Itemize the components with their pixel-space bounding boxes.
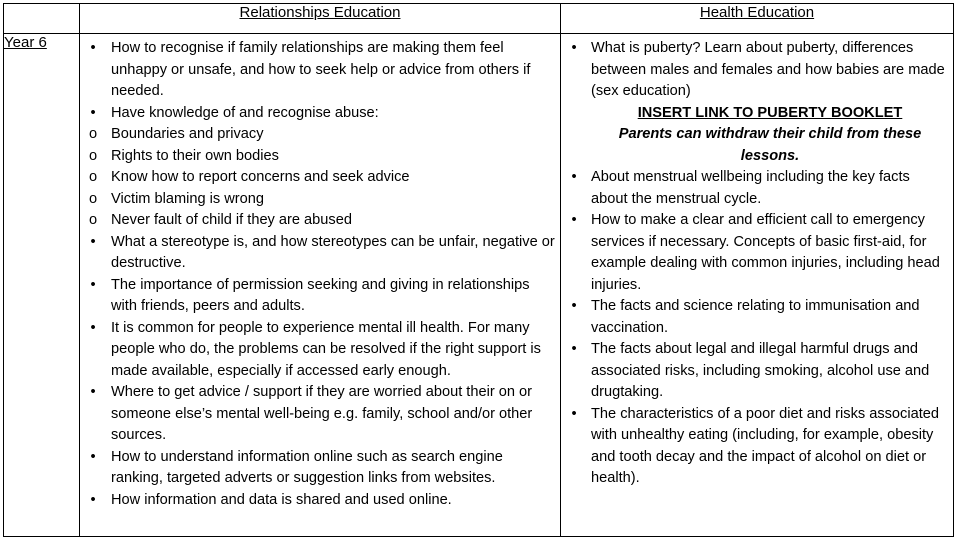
- header-year-cell: [4, 4, 80, 34]
- relationships-cell: [80, 34, 561, 537]
- health-cell: [561, 34, 954, 537]
- list-item-text: Have knowledge of and recognise abuse:: [111, 104, 379, 121]
- health-list: [561, 34, 953, 490]
- list-item: [84, 232, 556, 275]
- sub-bullet-marker: o: [88, 190, 98, 207]
- header-relationships-education: Relationships Education: [80, 4, 561, 34]
- header-row: [4, 4, 954, 34]
- list-item: [565, 404, 949, 490]
- list-item: [84, 318, 556, 383]
- list-item: [84, 210, 556, 232]
- list-item-text: Rights to their own bodies: [111, 147, 279, 164]
- sub-bullet-marker: o: [88, 212, 98, 228]
- bullet-marker: •: [90, 104, 96, 121]
- year-label: Year 6: [4, 34, 80, 537]
- list-item-text: How to understand information online such as search engine ranking, targeted adverts or suggestion links from websites.: [111, 448, 503, 486]
- list-item-text: The importance of permission seeking and giving in relationships with friends, peers and adults.: [111, 276, 530, 314]
- list-item-text: The facts about legal and illegal harmful drugs and associated risks, including smoking, alcohol use and drugtaking.: [591, 341, 930, 400]
- bullet-marker: •: [571, 40, 577, 56]
- header-health-education: Health Education: [561, 4, 954, 34]
- list-item-text: Boundaries and privacy: [111, 126, 264, 142]
- list-item-text: Never fault of child if they are abused: [111, 212, 352, 228]
- sub-bullet-marker: o: [88, 169, 98, 185]
- withdraw-note: Parents can withdraw their child from these lessons.: [618, 126, 922, 164]
- list-item: [84, 275, 556, 318]
- bullet-marker: •: [90, 448, 96, 465]
- list-item: [84, 124, 556, 146]
- list-item: [84, 167, 556, 189]
- list-item: [84, 382, 556, 447]
- list-item-text: How to recognise if family relationships are making them feel unhappy or unsafe, and how to seek help or advice from others if needed.: [111, 40, 531, 99]
- list-item: [565, 339, 949, 404]
- list-item: [84, 447, 556, 490]
- sub-bullet-marker: o: [88, 126, 98, 142]
- bullet-marker: •: [90, 319, 96, 336]
- bullet-marker: •: [571, 169, 577, 185]
- list-item-text: How to make a clear and efficient call to emergency services if necessary. Concepts of basic first-aid, for example dealing with common injuries, including head injuries.: [591, 212, 940, 293]
- list-item-text: How information and data is shared and used online.: [111, 491, 452, 508]
- list-item-text: The facts and science relating to immunisation and vaccination.: [591, 298, 920, 336]
- list-item-text: Know how to report concerns and seek advice: [111, 169, 410, 185]
- bullet-marker: •: [90, 40, 96, 56]
- list-item-text: The characteristics of a poor diet and risks associated with unhealthy eating (including, for example, obesity and tooth decay and the impact of alcohol on diet or health).: [591, 405, 939, 486]
- year-6-row: [4, 34, 954, 537]
- list-item-text: What a stereotype is, and how stereotypes can be unfair, negative or destructive.: [111, 233, 555, 271]
- sub-bullet-marker: o: [88, 147, 98, 164]
- list-item-puberty: [565, 38, 949, 167]
- bullet-marker: •: [571, 341, 577, 357]
- list-item-text: It is common for people to experience mental ill health. For many people who do, the problems can be resolved if the right support is made available, especially if accessed early enough.: [111, 319, 541, 379]
- list-item: [84, 189, 556, 211]
- bullet-marker: •: [571, 405, 577, 422]
- bullet-marker: •: [90, 276, 96, 293]
- relationships-list: [80, 34, 560, 511]
- bullet-marker: •: [90, 384, 96, 400]
- bullet-marker: •: [571, 298, 577, 314]
- list-item: [565, 296, 949, 339]
- list-item: [565, 210, 949, 296]
- list-item-text: Victim blaming is wrong: [111, 190, 265, 207]
- list-item: [84, 38, 556, 103]
- bullet-marker: •: [90, 491, 96, 508]
- list-item: [84, 103, 556, 125]
- list-item-text: What is puberty? Learn about puberty, differences between males and females and how babies are made (sex education): [591, 40, 945, 99]
- list-item: [84, 490, 556, 512]
- list-item-text: About menstrual wellbeing including the key facts about the menstrual cycle.: [591, 169, 910, 207]
- list-item: [84, 146, 556, 168]
- bullet-marker: •: [571, 212, 577, 228]
- list-item: [565, 167, 949, 210]
- bullet-marker: •: [90, 233, 96, 250]
- list-item-text: Where to get advice / support if they are worried about their on or someone else’s mental well-being e.g. family, school and/or other sources.: [111, 384, 533, 443]
- curriculum-table: [3, 3, 954, 537]
- puberty-booklet-link-placeholder[interactable]: INSERT LINK TO PUBERTY BOOKLET: [637, 104, 903, 121]
